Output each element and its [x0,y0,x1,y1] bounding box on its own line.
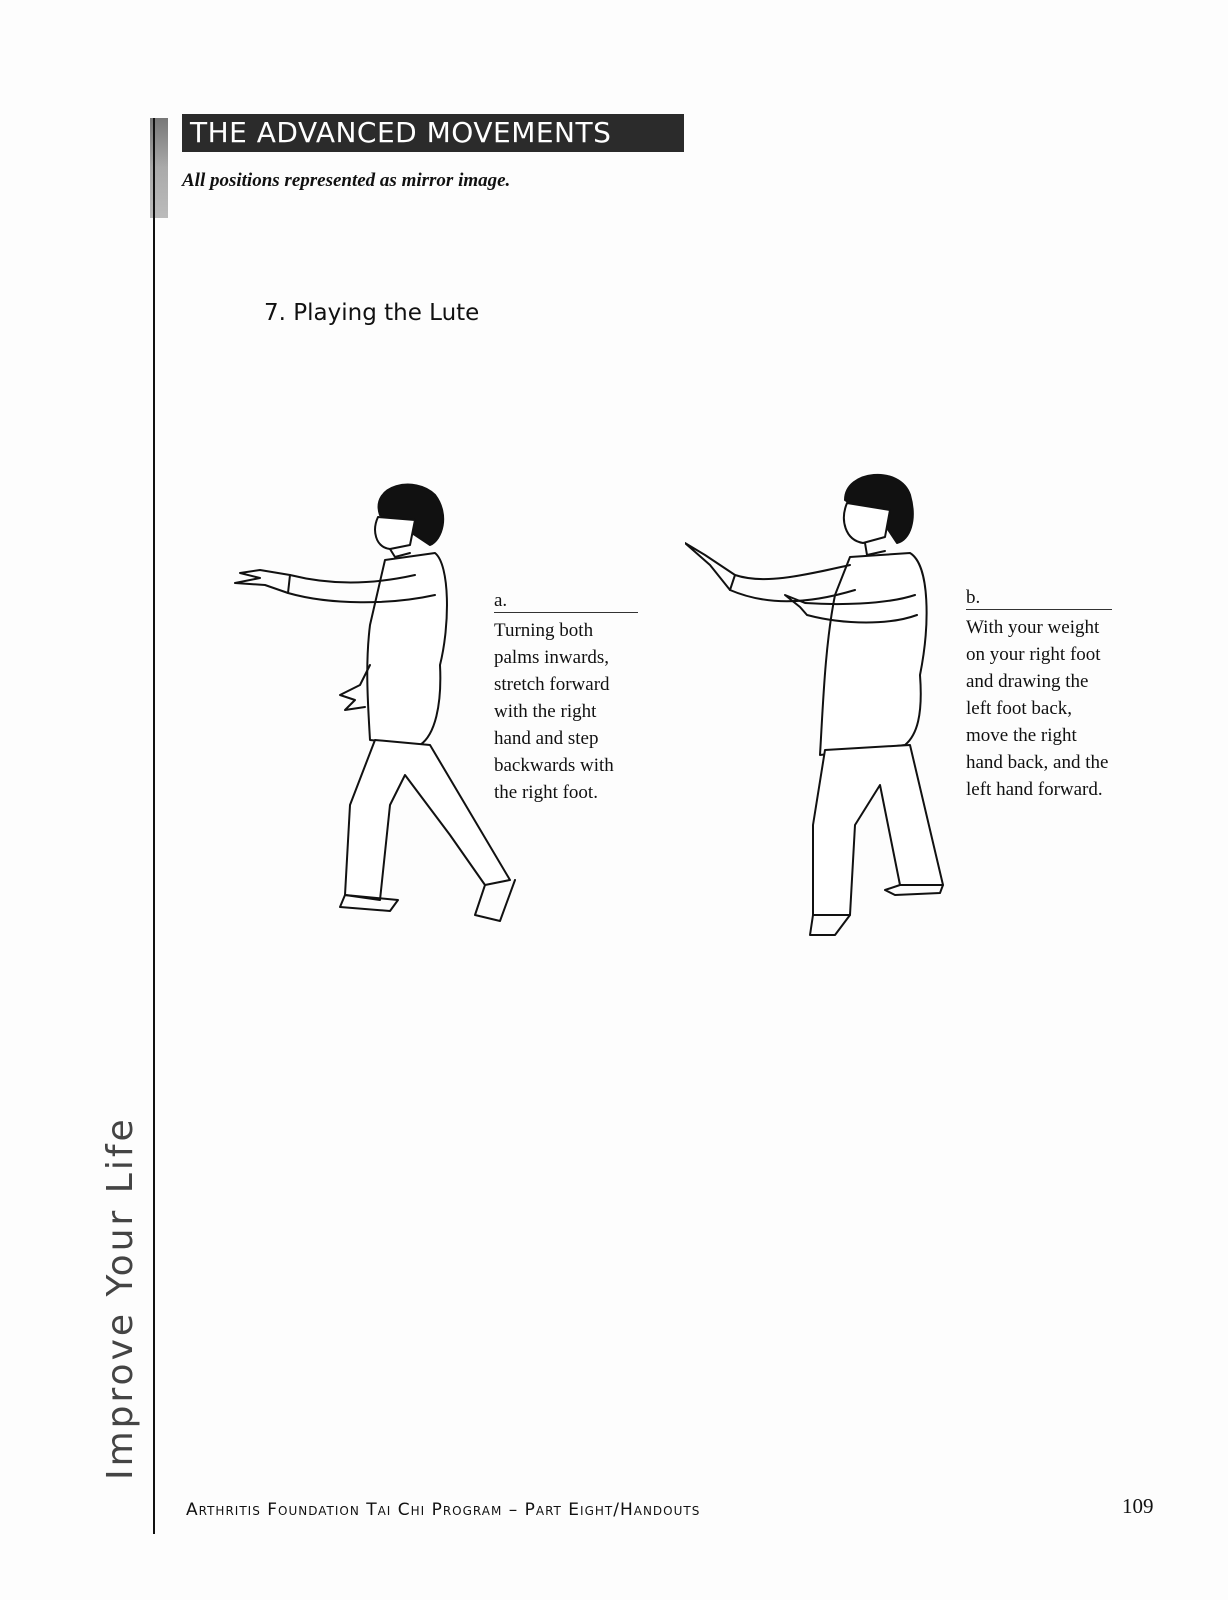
figure-b-illustration [685,465,955,945]
page-header: THE ADVANCED MOVEMENTS [182,114,684,152]
margin-rule [153,118,155,1534]
step-b-label: b. [966,587,1112,610]
step-a-text: Turning both palms inwards, stretch forward with the right hand and step backwards with the right foot. [494,620,614,803]
page-footer: Arthritis Foundation Tai Chi Program – Part Eight/Handouts [186,1500,701,1520]
figure-a-illustration [220,475,530,935]
page-number: 109 [1122,1494,1154,1518]
sidebar-vertical-title: Improve Your Life [100,1116,141,1480]
step-a-caption [494,590,638,806]
step-b-caption [966,587,1112,803]
step-a-label: a. [494,590,638,613]
step-b-text: With your weight on your right foot and drawing the left foot back, move the right hand back, and the left hand forward. [966,617,1109,800]
section-title: 7. Playing the Lute [264,300,480,326]
page-subtitle: All positions represented as mirror image. [182,170,511,191]
